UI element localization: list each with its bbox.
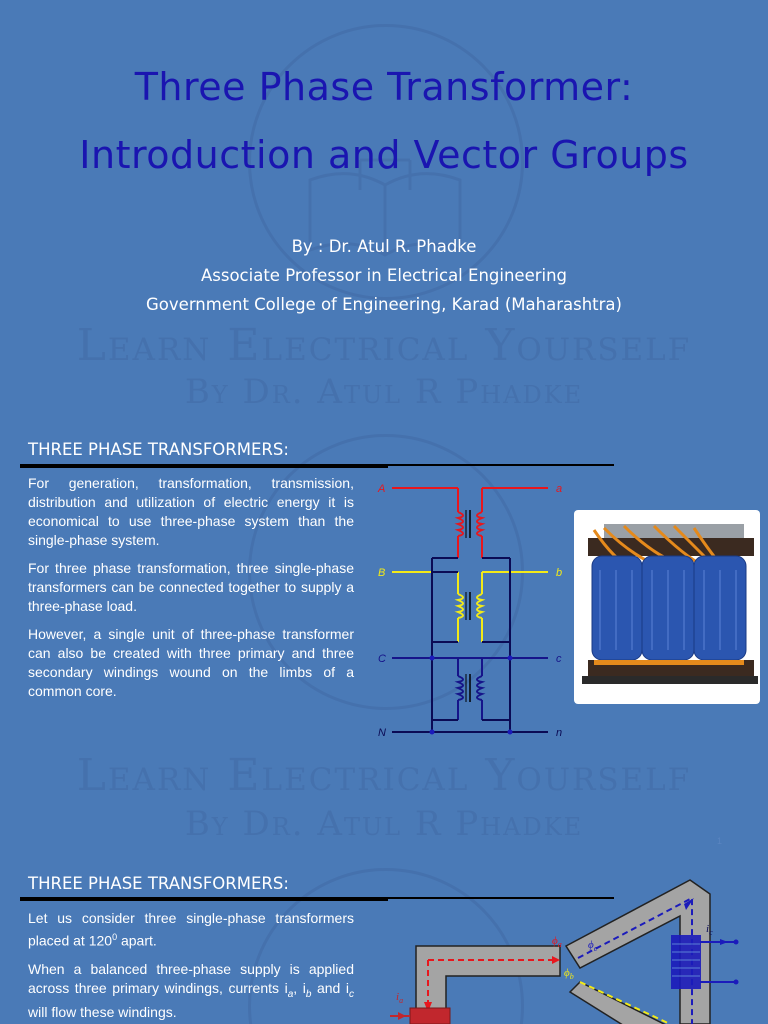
watermark-text-line2: By Dr. Atul R Phadke bbox=[184, 804, 584, 844]
paragraph-2 bbox=[28, 960, 354, 1023]
paragraph-1-end: apart. bbox=[117, 932, 157, 949]
byline-institution: Government College of Engineering, Karad (Maharashtra) bbox=[146, 295, 622, 314]
label-n: n bbox=[556, 727, 563, 739]
transformer-photo bbox=[574, 510, 760, 704]
paragraph-2-end: will flow these windings. bbox=[28, 1004, 177, 1021]
separator-2: and i bbox=[311, 979, 350, 996]
three-limb-core-diagram bbox=[380, 872, 760, 1024]
heading-rule-thick bbox=[20, 897, 388, 901]
byline-position: Associate Professor in Electrical Engineering bbox=[200, 266, 568, 285]
title-line-2: Introduction and Vector Groups bbox=[79, 133, 689, 177]
heading-rule-thick bbox=[20, 464, 388, 468]
label-c: c bbox=[556, 653, 562, 665]
label-C: C bbox=[378, 653, 386, 665]
paragraph-3: However, a single unit of three-phase transformer can also be created with three primary and three secondary windings wound on the limbs of a common core. bbox=[28, 626, 354, 699]
title-line-1: Three Phase Transformer: bbox=[134, 65, 634, 109]
label-b: b bbox=[556, 567, 563, 579]
content-slide-1 bbox=[0, 414, 768, 848]
watermark-text-line1: Learn Electrical Yourself bbox=[76, 320, 692, 371]
label-phi-a: $\phi_a$ bbox=[552, 935, 562, 949]
author-byline bbox=[0, 232, 768, 319]
byline-author: By : Dr. Atul R. Phadke bbox=[291, 237, 477, 256]
section-heading: THREE PHASE TRANSFORMERS: bbox=[28, 440, 289, 459]
paragraph-1-text: Let us consider three single-phase transformers placed at 120 bbox=[28, 910, 354, 949]
subscript-b: b bbox=[305, 988, 312, 1000]
transformer-illustration bbox=[574, 510, 760, 704]
section-heading: THREE PHASE TRANSFORMERS: bbox=[28, 874, 289, 893]
body-paragraphs bbox=[28, 474, 354, 710]
neutral-wiring bbox=[392, 558, 548, 732]
paragraph-2-text: When a balanced three-phase supply is applied across three primary windings, currents i bbox=[28, 960, 354, 996]
label-N: N bbox=[378, 727, 386, 739]
label-ic: $i_c$ bbox=[706, 923, 713, 937]
label-ia: $i_a$ bbox=[396, 991, 404, 1005]
paragraph-2: For three phase transformation, three single-phase transformers can be connected together to supply a three-phase load. bbox=[28, 560, 354, 614]
page-title bbox=[0, 62, 768, 180]
subscript-c: c bbox=[349, 988, 355, 1000]
degree-superscript: 0 bbox=[112, 932, 118, 942]
watermark-text-line1: Learn Electrical Yourself bbox=[76, 750, 692, 801]
content-slide-2 bbox=[0, 848, 768, 1024]
three-phase-wiring-diagram bbox=[370, 476, 580, 740]
paragraph-1 bbox=[28, 909, 354, 951]
watermark-text-line2: By Dr. Atul R Phadke bbox=[184, 372, 584, 412]
body-paragraphs bbox=[28, 909, 354, 1024]
subscript-a: a bbox=[287, 988, 294, 1000]
label-phi-c: $\phi_c$ bbox=[588, 939, 598, 953]
paragraph-1: For generation, transformation, transmission, distribution and utilization of electric energy it is economical to use three-phase system than the single-phase system. bbox=[28, 475, 354, 548]
heading-rule-thin bbox=[388, 464, 614, 466]
label-A: A bbox=[378, 483, 386, 495]
separator-1: , i bbox=[293, 979, 306, 996]
title-slide bbox=[0, 0, 768, 414]
label-phi-b: $\phi_b$ bbox=[564, 967, 574, 981]
label-B: B bbox=[378, 567, 386, 579]
slide-number: 1 bbox=[716, 836, 722, 846]
label-a: a bbox=[556, 483, 563, 495]
